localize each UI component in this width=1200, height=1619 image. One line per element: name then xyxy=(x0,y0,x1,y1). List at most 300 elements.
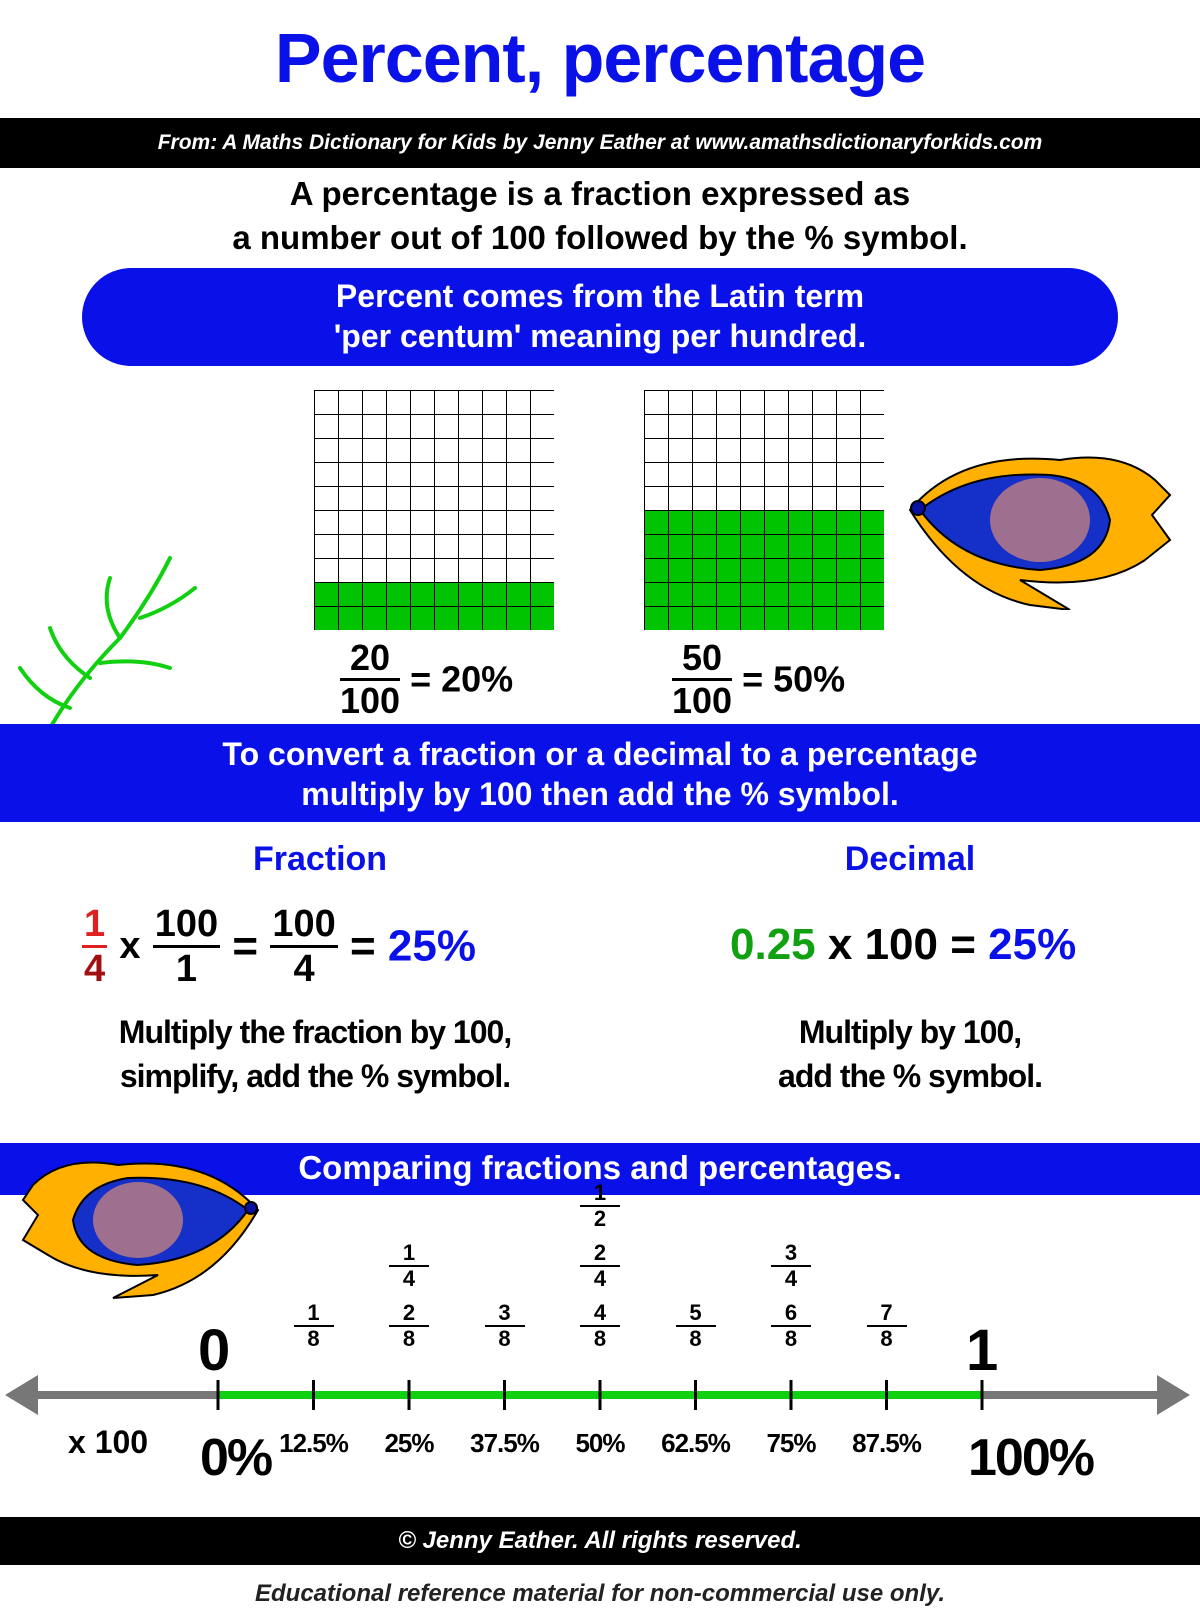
grid-cell xyxy=(741,463,765,487)
numerator: 50 xyxy=(672,640,732,681)
numerator: 100 xyxy=(270,905,337,948)
grid-cell xyxy=(861,439,885,463)
grid-cell-shaded xyxy=(813,511,837,535)
grid-cell xyxy=(669,463,693,487)
grid-cell-shaded xyxy=(669,559,693,583)
grid-cell xyxy=(693,415,717,439)
grid-cell-shaded xyxy=(435,583,459,607)
grid-cell-shaded xyxy=(717,607,741,631)
grid-cell xyxy=(387,487,411,511)
numerator: 1 xyxy=(82,905,107,948)
numerator: 100 xyxy=(153,905,220,948)
grid-cell-shaded xyxy=(363,607,387,631)
grid-cell xyxy=(435,511,459,535)
grid-cell-shaded xyxy=(765,535,789,559)
grid-cell xyxy=(363,487,387,511)
equals-sign: = xyxy=(232,921,259,971)
grid-cell xyxy=(837,439,861,463)
tick-fraction xyxy=(580,1242,620,1290)
result-20: = 20% xyxy=(410,658,514,700)
grid-cell-shaded xyxy=(789,607,813,631)
convert-line-1: To convert a fraction or a decimal to a percentage xyxy=(222,736,978,772)
grid-cell xyxy=(483,463,507,487)
denominator: 4 xyxy=(784,1266,798,1291)
decimal-heading: Decimal xyxy=(844,840,976,878)
fraction-20-100 xyxy=(340,637,401,721)
grid-cell xyxy=(411,559,435,583)
grid-cell-shaded xyxy=(765,511,789,535)
grid-cell xyxy=(483,535,507,559)
grid-cell xyxy=(741,391,765,415)
grid-cell xyxy=(459,487,483,511)
tick-fraction xyxy=(771,1302,811,1350)
grid-cell xyxy=(387,391,411,415)
numerator: 2 xyxy=(389,1302,429,1327)
denominator: 8 xyxy=(689,1326,702,1351)
tick-percent: 50% xyxy=(575,1428,625,1458)
denominator: 8 xyxy=(784,1326,798,1351)
grid-cell xyxy=(531,463,555,487)
fraction-note-line-1: Multiply the fraction by 100, xyxy=(118,1014,512,1050)
grid-cell xyxy=(459,511,483,535)
tick-percent: 12.5% xyxy=(279,1428,348,1458)
grid-cell xyxy=(531,511,555,535)
arrow-left-icon xyxy=(5,1375,38,1415)
fraction-50-100 xyxy=(672,637,733,721)
grid-cell xyxy=(837,463,861,487)
grid-cell xyxy=(669,391,693,415)
grid-cell xyxy=(789,463,813,487)
grid-cell xyxy=(339,559,363,583)
grid-cell-shaded xyxy=(507,583,531,607)
grid-cell xyxy=(387,511,411,535)
tick-fraction xyxy=(294,1302,334,1350)
grid-cell xyxy=(813,487,837,511)
grid-cell xyxy=(363,415,387,439)
tick-percent: 87.5% xyxy=(852,1428,921,1458)
grid-cell-shaded xyxy=(837,559,861,583)
grid-cell xyxy=(789,487,813,511)
grid-cell-shaded xyxy=(741,535,765,559)
grid-cell xyxy=(363,391,387,415)
grid-cell xyxy=(741,487,765,511)
grid-equation-20 xyxy=(340,637,514,721)
grid-cell-shaded xyxy=(741,559,765,583)
fraction-equation xyxy=(82,905,476,988)
grid-cell-shaded xyxy=(693,511,717,535)
grid-cell-shaded xyxy=(861,583,885,607)
hundred-grid-50 xyxy=(644,390,884,630)
grid-cell xyxy=(483,391,507,415)
grid-cell xyxy=(411,535,435,559)
grid-cell xyxy=(507,559,531,583)
times-sign: x xyxy=(119,925,141,967)
grid-cell xyxy=(645,391,669,415)
decimal-value: 0.25 xyxy=(730,920,816,969)
grid-cell-shaded xyxy=(483,583,507,607)
tick-percent: 37.5% xyxy=(470,1428,539,1458)
grid-cell xyxy=(411,439,435,463)
grid-cell-shaded xyxy=(315,607,339,631)
decimal-equation xyxy=(730,920,1076,970)
grid-cell xyxy=(765,415,789,439)
grid-cell-shaded xyxy=(669,535,693,559)
grid-cell xyxy=(435,487,459,511)
tick-percent: 25% xyxy=(384,1428,434,1458)
grid-cell xyxy=(411,391,435,415)
grid-cell xyxy=(717,391,741,415)
grid-cell xyxy=(483,559,507,583)
grid-cell xyxy=(741,415,765,439)
grid-cell xyxy=(507,391,531,415)
grid-cell xyxy=(363,559,387,583)
grid-cell xyxy=(411,487,435,511)
grid-cell xyxy=(435,463,459,487)
grid-cell-shaded xyxy=(435,607,459,631)
latin-line-1: Percent comes from the Latin term xyxy=(335,278,865,314)
grid-cell xyxy=(363,511,387,535)
numerator: 4 xyxy=(580,1302,620,1327)
grid-cell-shaded xyxy=(459,607,483,631)
denominator: 100 xyxy=(340,680,401,721)
grid-cell-shaded xyxy=(765,607,789,631)
grid-cell-shaded xyxy=(765,559,789,583)
tick-fraction xyxy=(867,1302,907,1350)
grid-cell xyxy=(507,415,531,439)
tick-fraction xyxy=(485,1302,525,1350)
grid-cell xyxy=(483,415,507,439)
tick-fraction xyxy=(389,1242,429,1290)
grid-cell xyxy=(693,487,717,511)
decimal-operation: x 100 = xyxy=(827,920,976,969)
number-line xyxy=(0,1360,1200,1430)
grid-cell xyxy=(531,535,555,559)
grid-cell xyxy=(813,415,837,439)
grid-cell-shaded xyxy=(387,583,411,607)
grid-cell xyxy=(693,439,717,463)
angelfish-illustration xyxy=(900,440,1180,610)
fraction-note-line-2: simplify, add the % symbol. xyxy=(119,1058,511,1094)
grid-cell-shaded xyxy=(741,511,765,535)
grid-cell xyxy=(363,535,387,559)
grid-cell-shaded xyxy=(813,559,837,583)
multiplier-label: x 100 xyxy=(68,1424,149,1460)
grid-cell-shaded xyxy=(861,535,885,559)
denominator: 4 xyxy=(293,948,315,990)
definition xyxy=(0,172,1200,260)
grid-cell xyxy=(459,415,483,439)
grid-cell xyxy=(315,439,339,463)
grid-cell-shaded xyxy=(669,583,693,607)
denominator: 4 xyxy=(402,1266,416,1291)
denominator: 8 xyxy=(307,1326,320,1351)
grid-cell xyxy=(861,391,885,415)
grid-cell-shaded xyxy=(339,607,363,631)
grid-cell-shaded xyxy=(483,607,507,631)
denominator: 8 xyxy=(593,1326,607,1351)
tick-fraction xyxy=(580,1302,620,1350)
grid-cell xyxy=(693,391,717,415)
grid-cell xyxy=(315,487,339,511)
hundred-grid-20 xyxy=(314,390,554,630)
grid-cell xyxy=(315,511,339,535)
grid-cell-shaded xyxy=(507,607,531,631)
numerator: 1 xyxy=(294,1302,334,1327)
grid-cell-shaded xyxy=(861,511,885,535)
start-percent: 0% xyxy=(200,1429,272,1487)
grid-cell xyxy=(717,487,741,511)
grid-cell-shaded xyxy=(789,583,813,607)
equals-sign: = xyxy=(349,921,376,971)
grid-cell xyxy=(315,463,339,487)
grid-cell xyxy=(411,463,435,487)
grid-cell-shaded xyxy=(717,559,741,583)
fraction-100-over-1 xyxy=(153,905,220,988)
grid-cell-shaded xyxy=(741,583,765,607)
grid-cell xyxy=(315,535,339,559)
grid-cell xyxy=(813,391,837,415)
grid-cell xyxy=(789,415,813,439)
grid-cell-shaded xyxy=(693,583,717,607)
grid-cell xyxy=(531,415,555,439)
disclaimer: Educational reference material for non-commercial use only. xyxy=(255,1580,945,1607)
grid-cell-shaded xyxy=(693,535,717,559)
grid-cell xyxy=(387,559,411,583)
end-label: 1 xyxy=(966,1318,999,1383)
tick-fraction xyxy=(676,1302,716,1350)
grid-cell xyxy=(435,559,459,583)
grid-cell xyxy=(483,511,507,535)
grid-cell-shaded xyxy=(837,607,861,631)
grid-cell xyxy=(507,439,531,463)
grid-cell-shaded xyxy=(861,607,885,631)
decimal-note xyxy=(680,1010,1140,1098)
grid-cell xyxy=(339,415,363,439)
denominator: 8 xyxy=(498,1326,511,1351)
decimal-note-line-1: Multiply by 100, xyxy=(798,1014,1022,1050)
grid-cell-shaded xyxy=(813,607,837,631)
numerator: 5 xyxy=(676,1302,716,1327)
grid-cell xyxy=(459,439,483,463)
grid-cell xyxy=(507,511,531,535)
convert-line-2: multiply by 100 then add the % symbol. xyxy=(301,776,899,812)
grid-cell-shaded xyxy=(789,535,813,559)
grid-cell xyxy=(387,463,411,487)
denominator: 100 xyxy=(672,680,733,721)
page-title: Percent, percentage xyxy=(274,19,926,97)
grid-cell xyxy=(339,511,363,535)
grid-cell xyxy=(645,463,669,487)
grid-cell-shaded xyxy=(693,559,717,583)
grid-cell xyxy=(507,463,531,487)
grid-cell-shaded xyxy=(861,559,885,583)
grid-cell xyxy=(435,391,459,415)
grid-cell-shaded xyxy=(645,607,669,631)
grid-cell xyxy=(387,439,411,463)
grid-cell xyxy=(315,559,339,583)
grid-cell-shaded xyxy=(645,583,669,607)
grid-cell xyxy=(435,415,459,439)
grid-cell-shaded xyxy=(765,583,789,607)
grid-cell-shaded xyxy=(789,559,813,583)
grid-cell xyxy=(435,439,459,463)
latin-origin-banner xyxy=(82,268,1118,366)
grid-cell xyxy=(339,439,363,463)
numerator: 7 xyxy=(867,1302,907,1327)
grid-cell xyxy=(531,391,555,415)
denominator: 8 xyxy=(880,1326,893,1351)
grid-cell xyxy=(765,463,789,487)
fraction-one-quarter xyxy=(82,905,107,988)
fraction-result: 25% xyxy=(387,921,476,971)
numerator: 1 xyxy=(389,1242,429,1267)
grid-cell xyxy=(765,391,789,415)
numerator: 6 xyxy=(771,1302,811,1327)
fraction-100-over-4 xyxy=(270,905,337,988)
grid-cell-shaded xyxy=(645,535,669,559)
tick-percent: 62.5% xyxy=(661,1428,730,1458)
grid-cell xyxy=(669,415,693,439)
tick-percent: 75% xyxy=(766,1428,816,1458)
grid-cell xyxy=(531,439,555,463)
latin-line-2: 'per centum' meaning per hundred. xyxy=(333,318,867,354)
grid-cell-shaded xyxy=(669,511,693,535)
grid-cell xyxy=(669,439,693,463)
grid-cell xyxy=(483,487,507,511)
grid-cell xyxy=(861,463,885,487)
grid-cell-shaded xyxy=(813,535,837,559)
grid-cell-shaded xyxy=(363,583,387,607)
start-label: 0 xyxy=(198,1318,231,1383)
grid-cell xyxy=(315,391,339,415)
grid-cell xyxy=(483,439,507,463)
grid-cell-shaded xyxy=(717,535,741,559)
result-50: = 50% xyxy=(742,658,846,700)
grid-cell xyxy=(435,535,459,559)
grid-cell xyxy=(717,439,741,463)
grid-cell xyxy=(645,415,669,439)
grid-cell xyxy=(459,391,483,415)
grid-cell xyxy=(717,415,741,439)
grid-cell xyxy=(645,487,669,511)
grid-cell xyxy=(765,439,789,463)
grid-cell-shaded xyxy=(315,583,339,607)
numerator: 2 xyxy=(580,1242,620,1267)
grid-cell-shaded xyxy=(837,583,861,607)
grid-cell-shaded xyxy=(837,535,861,559)
grid-cell xyxy=(861,487,885,511)
grid-cell-shaded xyxy=(531,607,555,631)
grid-cell xyxy=(789,439,813,463)
end-percent: 100% xyxy=(968,1429,1093,1487)
grid-cell-shaded xyxy=(717,511,741,535)
grid-cell xyxy=(861,415,885,439)
grid-cell-shaded xyxy=(459,583,483,607)
grid-cell xyxy=(765,487,789,511)
grid-cell-shaded xyxy=(837,511,861,535)
grid-cell-shaded xyxy=(387,607,411,631)
grid-cell xyxy=(339,391,363,415)
source-banner: From: A Maths Dictionary for Kids by Jenny Eather at www.amathsdictionaryforkids.com xyxy=(0,118,1200,168)
denominator: 4 xyxy=(84,948,106,990)
grid-cell xyxy=(363,439,387,463)
grid-cell xyxy=(339,487,363,511)
numerator: 20 xyxy=(340,640,400,681)
grid-cell xyxy=(693,463,717,487)
grid-cell xyxy=(837,415,861,439)
fraction-note xyxy=(40,1010,590,1098)
grid-cell xyxy=(837,487,861,511)
grid-cell xyxy=(813,439,837,463)
grid-cell xyxy=(669,487,693,511)
definition-line-2: a number out of 100 followed by the % symbol. xyxy=(232,219,968,256)
denominator: 1 xyxy=(175,948,198,990)
grid-cell-shaded xyxy=(645,511,669,535)
grid-cell-shaded xyxy=(789,511,813,535)
grid-cell xyxy=(387,535,411,559)
grid-cell-shaded xyxy=(411,607,435,631)
grid-cell xyxy=(813,463,837,487)
grid-cell-shaded xyxy=(717,583,741,607)
grid-cell xyxy=(459,559,483,583)
fraction-heading: Fraction xyxy=(252,840,388,878)
denominator: 4 xyxy=(593,1266,607,1291)
grid-cell xyxy=(339,535,363,559)
grid-cell-shaded xyxy=(669,607,693,631)
grid-cell xyxy=(411,511,435,535)
grid-equation-50 xyxy=(672,637,846,721)
grid-cell xyxy=(531,487,555,511)
decimal-result: 25% xyxy=(988,920,1077,969)
comparing-banner: Comparing fractions and percentages. xyxy=(0,1143,1200,1195)
grid-cell xyxy=(507,535,531,559)
grid-cell xyxy=(741,439,765,463)
grid-cell xyxy=(339,463,363,487)
copyright-banner: © Jenny Eather. All rights reserved. xyxy=(0,1517,1200,1565)
numerator: 3 xyxy=(485,1302,525,1327)
grid-cell xyxy=(363,463,387,487)
convert-banner xyxy=(0,724,1200,822)
grid-cell xyxy=(789,391,813,415)
numerator: 3 xyxy=(771,1242,811,1267)
decimal-note-line-2: add the % symbol. xyxy=(778,1058,1042,1094)
grid-cell-shaded xyxy=(741,607,765,631)
definition-line-1: A percentage is a fraction expressed as xyxy=(289,175,911,212)
grid-cell-shaded xyxy=(339,583,363,607)
grid-cell-shaded xyxy=(645,559,669,583)
grid-cell xyxy=(837,391,861,415)
grid-cell-shaded xyxy=(813,583,837,607)
tick-fraction xyxy=(580,1182,620,1230)
grid-cell-shaded xyxy=(693,607,717,631)
grid-cell-shaded xyxy=(411,583,435,607)
denominator: 8 xyxy=(402,1326,416,1351)
grid-cell-shaded xyxy=(531,583,555,607)
grid-cell xyxy=(531,559,555,583)
denominator: 2 xyxy=(593,1206,607,1231)
grid-cell xyxy=(315,415,339,439)
grid-cell xyxy=(459,463,483,487)
numerator: 1 xyxy=(580,1182,620,1207)
grid-cell xyxy=(459,535,483,559)
angelfish-illustration-2 xyxy=(18,1150,268,1300)
tick-fraction xyxy=(389,1302,429,1350)
tick-fraction xyxy=(771,1242,811,1290)
grid-cell xyxy=(411,415,435,439)
grid-cell xyxy=(645,439,669,463)
grid-cell xyxy=(717,463,741,487)
arrow-right-icon xyxy=(1157,1375,1190,1415)
